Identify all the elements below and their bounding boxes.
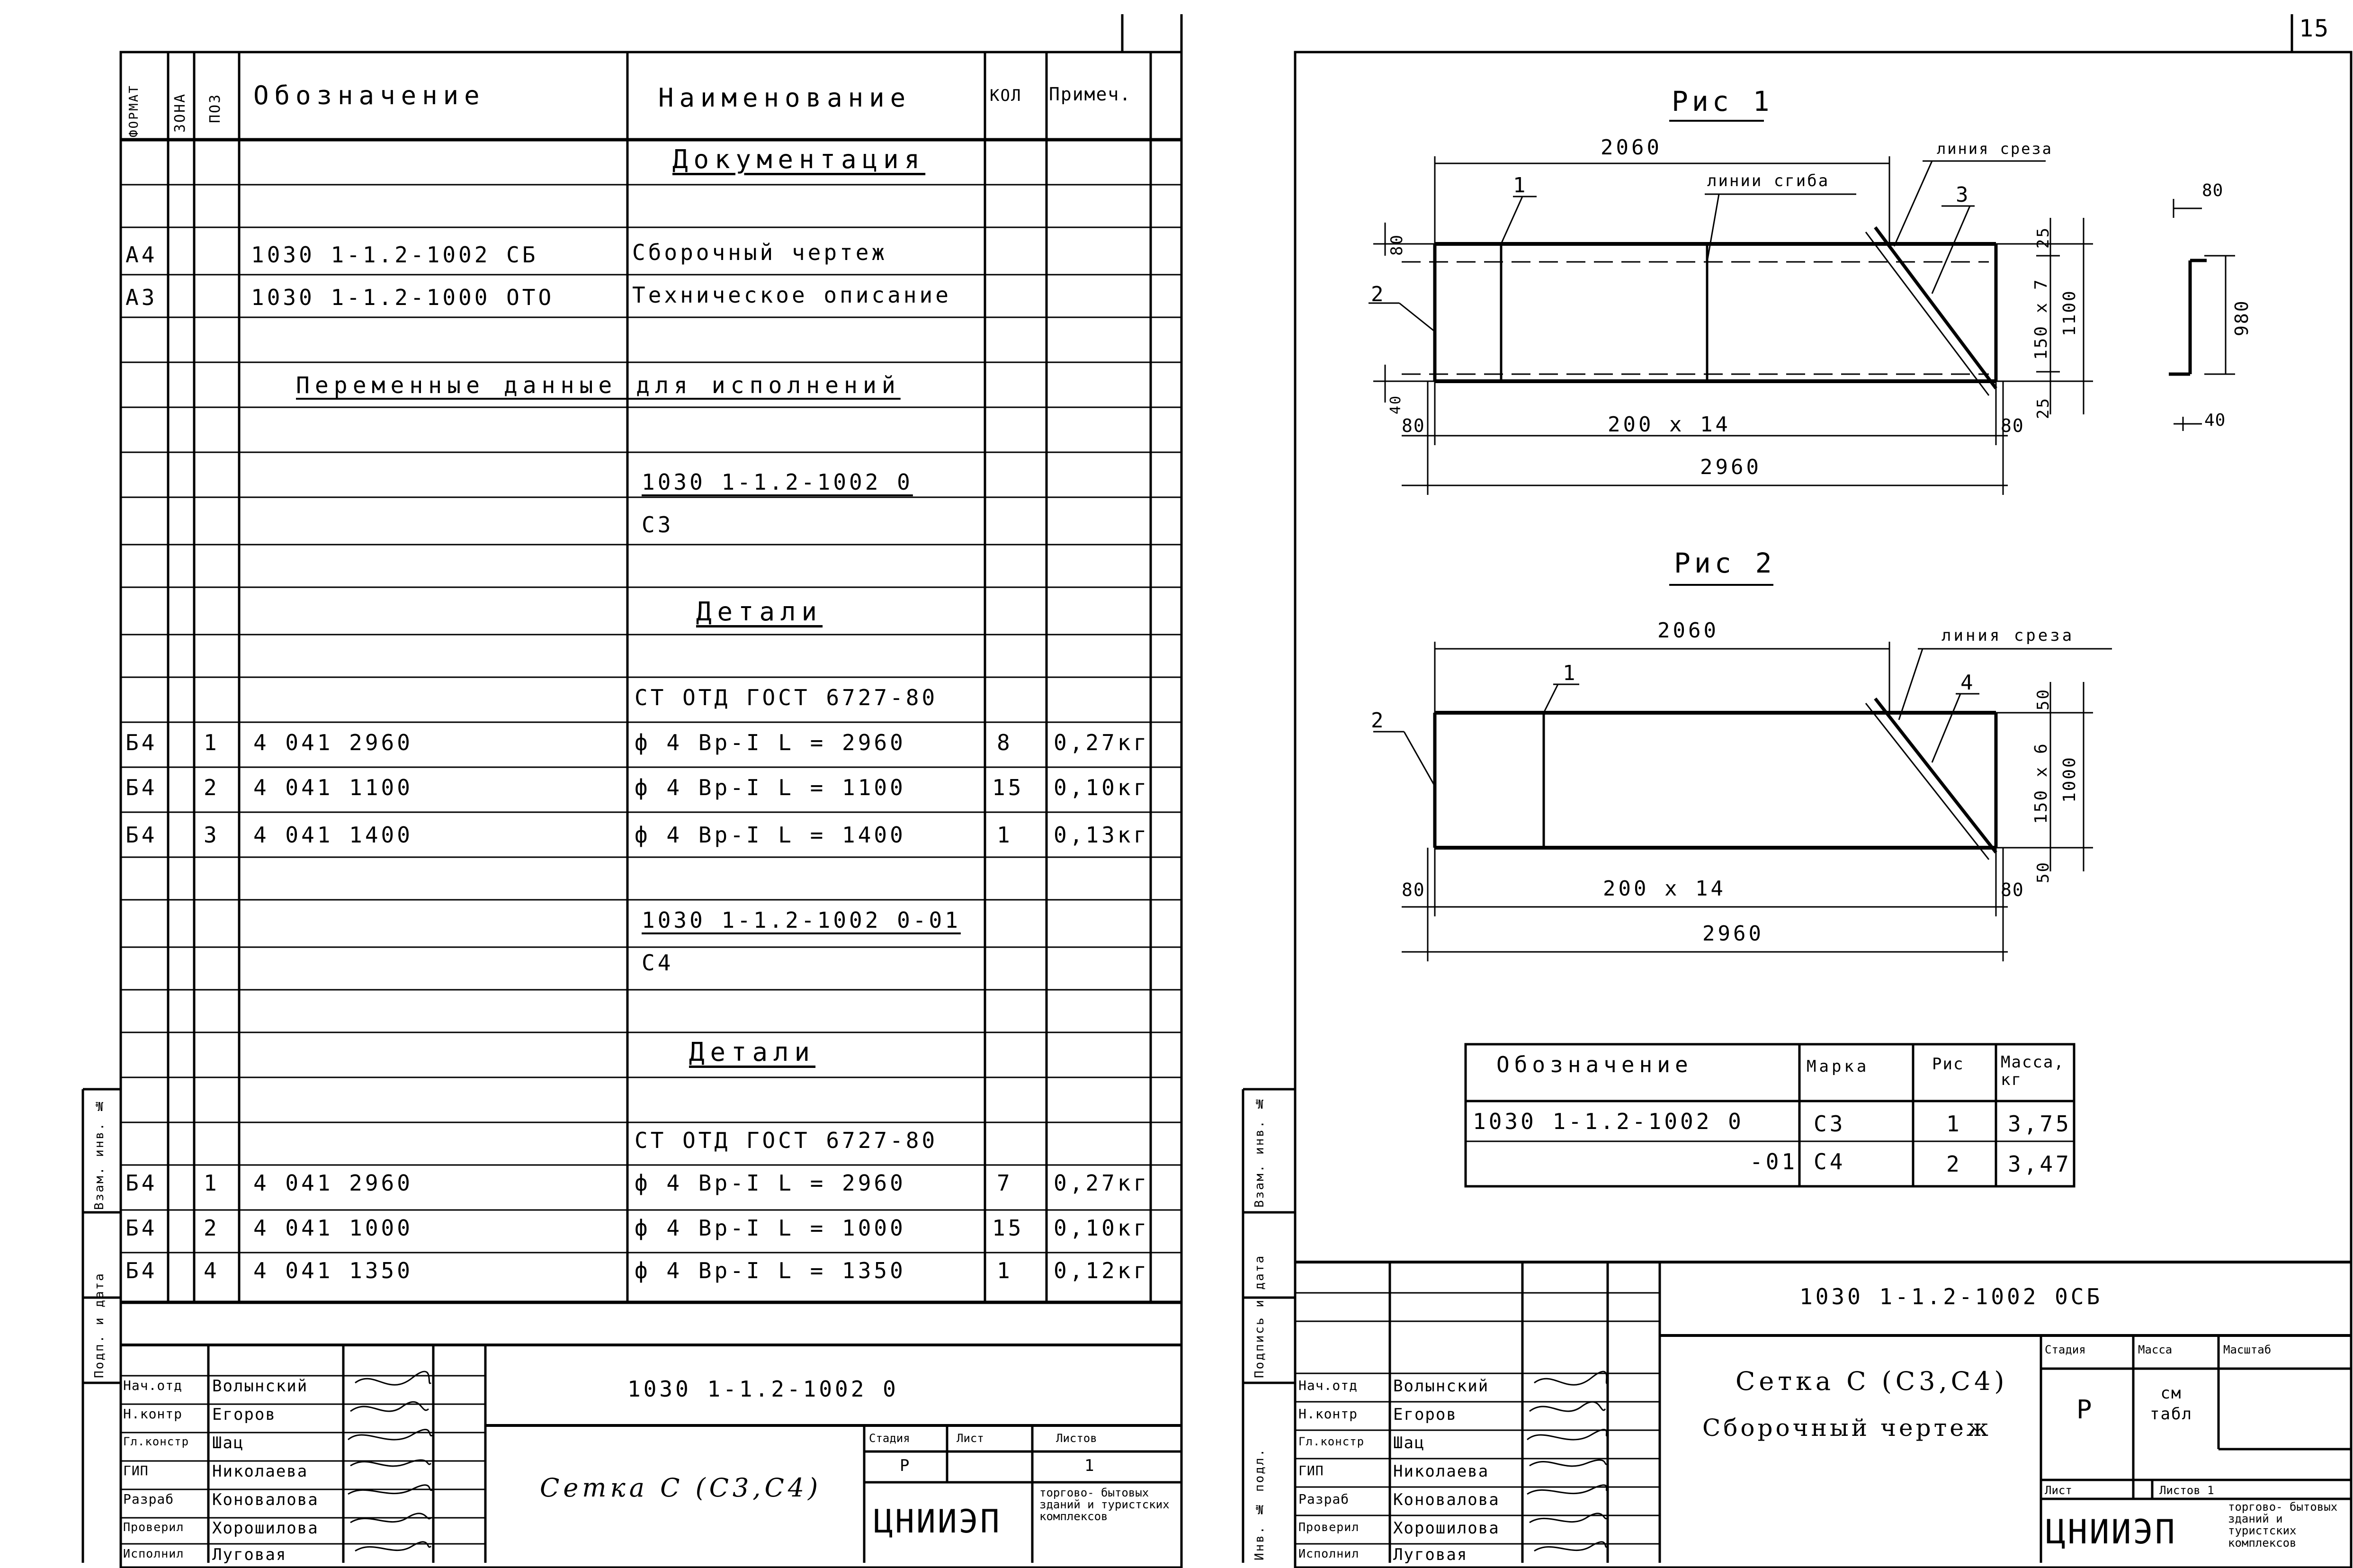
fig2-dim-top: 2060: [1657, 618, 1719, 643]
mass-row-fig: 2: [1946, 1151, 1962, 1177]
detail-row-name: ф 4 Вр-I L = 2960: [635, 730, 906, 755]
fig2-label-cut: линия среза: [1941, 626, 2075, 645]
doc-row-designation: 1030 1-1.2-1000 ОТО: [251, 285, 555, 310]
variant1-mark: С3: [642, 512, 674, 538]
detail-row-name: ф 4 Вр-I L = 1400: [635, 822, 906, 848]
org-subtitle: торгово- бытовых зданий и туристских комплексов: [1039, 1486, 1170, 1523]
section-documentation: Документация: [672, 144, 926, 174]
section-variable-data: Переменные данные для исполнений: [296, 372, 901, 399]
fig2-dim-right-mid: 150 x 6: [2031, 742, 2051, 824]
stage-label: Стадия: [869, 1432, 910, 1445]
org-name: ЦНИИЭП: [2046, 1513, 2177, 1551]
stamp-role: Гл.констр: [1298, 1435, 1365, 1448]
stamp-role: Гл.констр: [123, 1435, 189, 1448]
fig1-dim-bot-right: 80: [2001, 415, 2024, 436]
fig2-callout-2: 2: [1371, 708, 1387, 733]
sheet-label: Лист: [957, 1432, 984, 1445]
col-header-format: ФОРМАТ: [127, 84, 141, 137]
mass-row-mark: С3: [1814, 1111, 1846, 1137]
fig2-callout-4: 4: [1960, 671, 1976, 695]
detail-row-qty: 8: [997, 730, 1013, 755]
stamp-title: Сетка С (С3,С4): [540, 1473, 822, 1503]
sheet-label: Лист: [2045, 1484, 2072, 1497]
fig1-section-bot: 40: [2204, 411, 2226, 430]
mass-row-code: -01: [1750, 1149, 1798, 1174]
col-header-zone: ЗОНА: [172, 92, 188, 133]
fig1-dim-top: 2060: [1601, 135, 1662, 160]
detail-row-designation: 4 041 2960: [253, 730, 413, 755]
col-header-designation: Обозначение: [253, 81, 485, 110]
scale-label: Масштаб: [2223, 1343, 2272, 1356]
stamp-role: Разраб: [1298, 1491, 1350, 1507]
signatures: [346, 1369, 436, 1563]
col-header-pos: ПОЗ: [207, 93, 224, 123]
mass-label: Масса: [2138, 1343, 2173, 1356]
detail-row-pos: 2: [204, 775, 220, 800]
sheets-label: Листов: [1056, 1432, 1097, 1445]
stamp-role: Исполнил: [123, 1547, 184, 1560]
stamp-role: Разраб: [123, 1491, 174, 1507]
detail-row-pos: 4: [204, 1258, 220, 1283]
stamp-name: Волынский: [1393, 1377, 1489, 1396]
stamp-role: Нач.отд: [1298, 1378, 1358, 1393]
side-label-sign: Подпись и дата: [1253, 1254, 1267, 1378]
detail-row-designation: 4 041 1000: [253, 1215, 413, 1241]
detail-row-note: 0,12кг: [1054, 1258, 1150, 1283]
fig1-dim-total: 2960: [1700, 455, 1762, 479]
page-number: 15: [2299, 15, 2330, 42]
side-label-sign: Подп. и дата: [92, 1272, 107, 1378]
side-label-inv: Взам. инв. №: [1253, 1094, 1267, 1208]
stamp-name: Коновалова: [212, 1490, 319, 1509]
detail-row-pos: 1: [204, 1170, 220, 1196]
mass-row-code: 1030 1-1.2-1002 0: [1473, 1109, 1744, 1134]
col-header-name: Наименование: [658, 83, 912, 113]
detail-row-designation: 4 041 1350: [253, 1258, 413, 1283]
col-header-note: Примеч.: [1049, 84, 1132, 105]
detail-row-pos: 1: [204, 730, 220, 755]
detail-row-qty: 1: [997, 822, 1013, 848]
fig1-callout-3: 3: [1956, 183, 1971, 207]
mass-row-mass: 3,47: [2008, 1151, 2072, 1177]
fig2-dim-bot-right: 80: [2001, 879, 2024, 900]
signatures: [1525, 1369, 1610, 1563]
fig1-label-cut: линия среза: [1937, 140, 2053, 158]
fig1-dim-right-bot: 25: [2034, 397, 2053, 419]
mass-row-fig: 1: [1946, 1111, 1962, 1137]
detail-row-name: ф 4 Вр-I L = 1000: [635, 1215, 906, 1241]
mass-header-fig: Рис: [1932, 1055, 1964, 1074]
fig1-dim-bot-left: 80: [1402, 415, 1425, 436]
stage-value: Р: [2076, 1395, 2098, 1425]
stamp-name: Волынский: [212, 1377, 308, 1396]
stamp-name: Николаева: [212, 1462, 308, 1481]
doc-row-designation: 1030 1-1.2-1002 СБ: [251, 242, 538, 268]
doc-row-format: А3: [125, 285, 158, 310]
fig2-title: Рис 2: [1674, 547, 1776, 579]
fig1-dim-left-top: 80: [1387, 233, 1406, 256]
detail-row-designation: 4 041 1100: [253, 775, 413, 800]
fig1-dim-right-top: 25: [2034, 226, 2053, 249]
fig1-section-top: 80: [2202, 181, 2224, 200]
fig2-dim-right-bot: 50: [2034, 861, 2053, 883]
stamp-role: Н.контр: [123, 1406, 183, 1422]
detail-row-designation: 4 041 1400: [253, 822, 413, 848]
detail-row-format: Б4: [125, 730, 158, 755]
stamp-code: 1030 1-1.2-1002 0: [627, 1376, 899, 1402]
stamp-role: ГИП: [1298, 1463, 1324, 1478]
fig1-dim-left-bottom: 40: [1387, 394, 1404, 414]
doc-row-name: Сборочный чертеж: [632, 240, 888, 265]
doc-row-format: А4: [125, 242, 158, 268]
variant1-code: 1030 1-1.2-1002 0: [642, 469, 913, 495]
detail-row-qty: 7: [997, 1170, 1013, 1196]
detail-row-note: 0,27кг: [1054, 730, 1150, 755]
fig2-dim-total: 2960: [1702, 922, 1764, 946]
fig1-section-mid: 980: [2231, 299, 2252, 336]
mass-header-mark: Марка: [1807, 1057, 1870, 1076]
fig2-callout-1: 1: [1563, 661, 1578, 685]
stamp-name: Луговая: [212, 1545, 287, 1564]
side-label-inv: Взам. инв. №: [92, 1097, 107, 1210]
fig2-dim-right-top: 50: [2034, 688, 2053, 710]
stamp-title-2: Сборочный чертеж: [1702, 1414, 1991, 1442]
org-subtitle: торгово- бытовых зданий и туристских комплексов: [2228, 1500, 2338, 1550]
stage-label: Стадия: [2045, 1343, 2086, 1356]
doc-row-name: Техническое описание: [632, 282, 951, 308]
detail-row-name: ф 4 Вр-I L = 1350: [635, 1258, 906, 1283]
detail-row-name: ф 4 Вр-I L = 1100: [635, 775, 906, 800]
fig1-label-bend: линии сгиба: [1707, 171, 1830, 190]
detail-row-note: 0,27кг: [1054, 1170, 1150, 1196]
fig1-callout-1: 1: [1513, 173, 1529, 197]
fig1-title: Рис 1: [1672, 85, 1773, 117]
stamp-title-1: Сетка С (С3,С4): [1736, 1366, 2008, 1396]
detail-row-qty: 15: [992, 1215, 1024, 1241]
section-details-1: Детали: [696, 597, 823, 627]
detail-row-name: ф 4 Вр-I L = 2960: [635, 1170, 906, 1196]
stamp-name: Шац: [212, 1434, 244, 1452]
stamp-name: Луговая: [1393, 1545, 1468, 1564]
sheets-label: Листов 1: [2159, 1484, 2214, 1497]
stamp-role: Исполнил: [1298, 1547, 1360, 1560]
col-header-qty: КОЛ: [990, 86, 1022, 105]
stage-value: Р: [900, 1456, 911, 1475]
stamp-name: Егоров: [212, 1405, 276, 1424]
stamp-name: Шац: [1393, 1434, 1425, 1452]
mass-note: см табл: [2150, 1384, 2192, 1424]
detail-row-note: 0,10кг: [1054, 1215, 1150, 1241]
gost-2: СТ ОТД ГОСТ 6727-80: [635, 1128, 938, 1153]
stamp-role: Проверил: [123, 1520, 184, 1534]
stamp-name: Хорошилова: [1393, 1519, 1500, 1538]
mass-header-mass: Масса, кг: [2001, 1053, 2065, 1090]
fig2-dim-right-mid2: 1000: [2060, 756, 2079, 803]
side-label-orig: Инв. № подл.: [1253, 1447, 1267, 1560]
detail-row-format: Б4: [125, 1170, 158, 1196]
fig1-dim-right-mid2: 1100: [2060, 289, 2079, 336]
stamp-role: Нач.отд: [123, 1378, 183, 1393]
section-details-2: Детали: [689, 1037, 816, 1067]
mass-header-designation: Обозначение: [1496, 1052, 1693, 1077]
mass-row-mark: С4: [1814, 1149, 1846, 1174]
detail-row-qty: 1: [997, 1258, 1013, 1283]
stamp-name: Коновалова: [1393, 1490, 1500, 1509]
sheets-value: 1: [1084, 1456, 1095, 1475]
stamp-code: 1030 1-1.2-1002 0СБ: [1799, 1284, 2103, 1309]
fig2-dim-bot-left: 80: [1402, 879, 1425, 900]
stamp-role: Н.контр: [1298, 1406, 1358, 1422]
detail-row-format: Б4: [125, 1215, 158, 1241]
detail-row-designation: 4 041 2960: [253, 1170, 413, 1196]
detail-row-format: Б4: [125, 1258, 158, 1283]
variant2-mark: С4: [642, 950, 674, 976]
stamp-role: ГИП: [123, 1463, 149, 1478]
fig1-callout-2: 2: [1371, 282, 1387, 306]
gost-1: СТ ОТД ГОСТ 6727-80: [635, 685, 938, 710]
fig2-dim-bot-mid: 200 x 14: [1603, 877, 1726, 901]
detail-row-format: Б4: [125, 822, 158, 848]
org-name: ЦНИИЭП: [874, 1503, 1002, 1541]
stamp-name: Егоров: [1393, 1405, 1457, 1424]
mass-row-mass: 3,75: [2008, 1111, 2072, 1137]
stamp-name: Николаева: [1393, 1462, 1489, 1481]
detail-row-qty: 15: [992, 775, 1024, 800]
detail-row-pos: 3: [204, 822, 220, 848]
stamp-role: Проверил: [1298, 1520, 1360, 1534]
fig1-dim-right-mid: 150 x 7: [2031, 278, 2051, 360]
detail-row-note: 0,13кг: [1054, 822, 1150, 848]
detail-row-note: 0,10кг: [1054, 775, 1150, 800]
fig1-dim-bot-mid: 200 x 14: [1608, 412, 1731, 437]
variant2-code: 1030 1-1.2-1002 0-01: [642, 907, 961, 933]
stamp-name: Хорошилова: [212, 1519, 319, 1538]
detail-row-pos: 2: [204, 1215, 220, 1241]
detail-row-format: Б4: [125, 775, 158, 800]
